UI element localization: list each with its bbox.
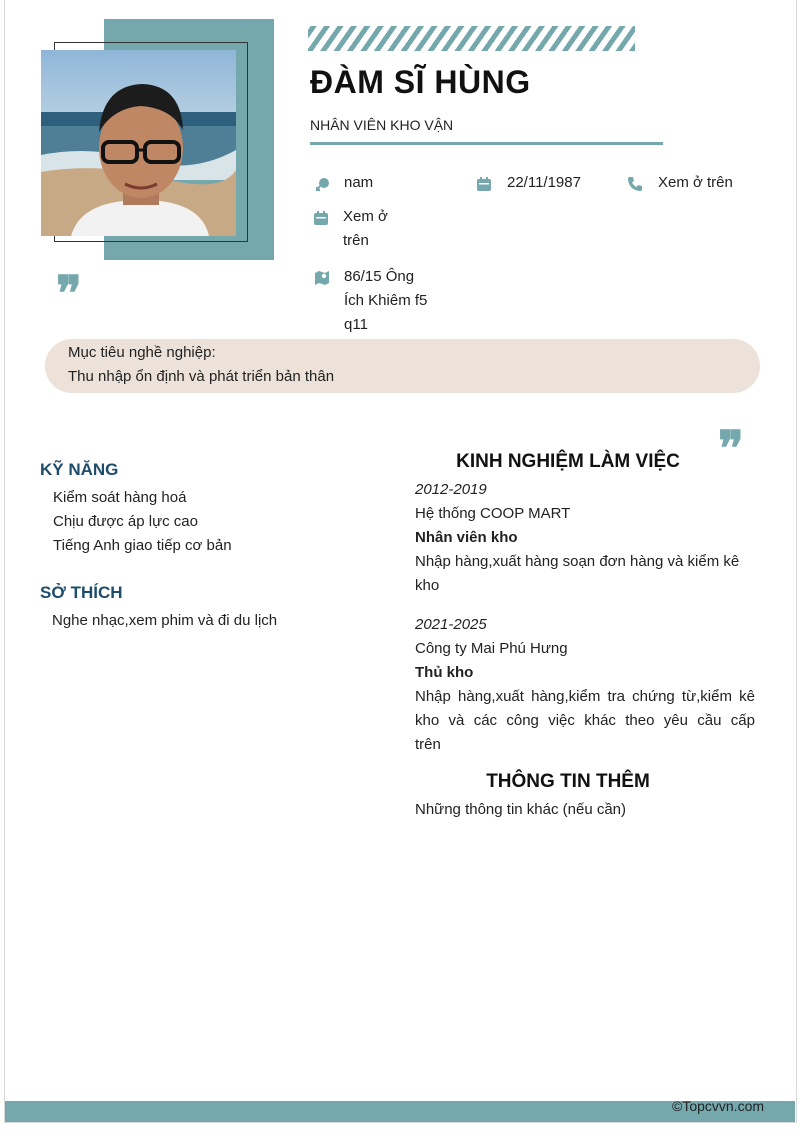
gender-icon (315, 176, 331, 192)
skills-title: KỸ NĂNG (40, 460, 119, 479)
address-line-2: Ích Khiêm f5 (344, 292, 428, 309)
address-value (344, 265, 427, 337)
extra-info-title: THÔNG TIN THÊM (486, 771, 650, 792)
experience-desc-line: kho (415, 577, 440, 594)
skill-item: Kiểm soát hàng hoá (53, 489, 187, 506)
experience-role: Nhân viên kho (415, 529, 518, 546)
experience-company: Công ty Mai Phú Hưng (415, 640, 568, 657)
hobbies-title: SỞ THÍCH (40, 583, 123, 602)
copyright-text[interactable]: ©Topcvvn.com (672, 1098, 765, 1114)
objective-text: Thu nhập ổn định và phát triển bản thân (68, 368, 335, 385)
candidate-name: ĐÀM SĨ HÙNG (310, 64, 531, 100)
email-line-1: Xem ở (343, 208, 388, 225)
profile-photo (41, 50, 236, 236)
experience-role: Thủ kho (415, 664, 474, 681)
career-objective-box (45, 339, 760, 393)
address-line-3: q11 (344, 316, 368, 333)
experience-item-1 (415, 478, 755, 598)
calendar-icon (476, 176, 492, 192)
candidate-position: NHÂN VIÊN KHO VẬN (310, 117, 454, 133)
experience-desc-line: Nhập hàng,xuất hàng soạn đơn hàng và kiểm kê (415, 553, 740, 570)
skill-item: Chịu được áp lực cao (53, 513, 198, 530)
birthdate-value: 22/11/1987 (507, 174, 581, 191)
experience-item-2 (415, 613, 755, 757)
gender-value: nam (344, 174, 374, 191)
skill-item: Tiếng Anh giao tiếp cơ bản (53, 537, 232, 554)
extra-info-text: Những thông tin khác (nếu cần) (415, 801, 627, 818)
email-icon (313, 210, 329, 226)
experience-title: KINH NGHIỆM LÀM VIỆC (456, 451, 680, 472)
address-line-1: 86/15 Ông (344, 268, 415, 285)
experience-desc-line: Nhập hàng,xuất hàng,kiểm tra chứng từ,kiểm kê (415, 688, 755, 705)
quote-mark-right: ❞ (718, 421, 744, 477)
email-line-2: trên (343, 232, 369, 249)
quote-mark-left: ❞ (56, 266, 82, 322)
title-underline (310, 142, 663, 145)
header-stripe (308, 26, 635, 51)
objective-label: Mục tiêu nghề nghiệp: (68, 344, 216, 361)
phone-icon (627, 176, 643, 192)
email-value (343, 205, 388, 253)
phone-value: Xem ở trên (658, 174, 733, 191)
experience-desc-line: kho và các công việc khác theo yêu cầu cấp (415, 712, 755, 729)
hobbies-text: Nghe nhạc,xem phim và đi du lịch (52, 612, 278, 629)
skills-list (53, 486, 232, 558)
experience-period: 2012-2019 (415, 481, 487, 498)
experience-company: Hệ thống COOP MART (415, 505, 571, 522)
experience-desc-line: trên (415, 736, 441, 753)
map-icon (314, 270, 330, 286)
experience-period: 2021-2025 (415, 616, 487, 633)
